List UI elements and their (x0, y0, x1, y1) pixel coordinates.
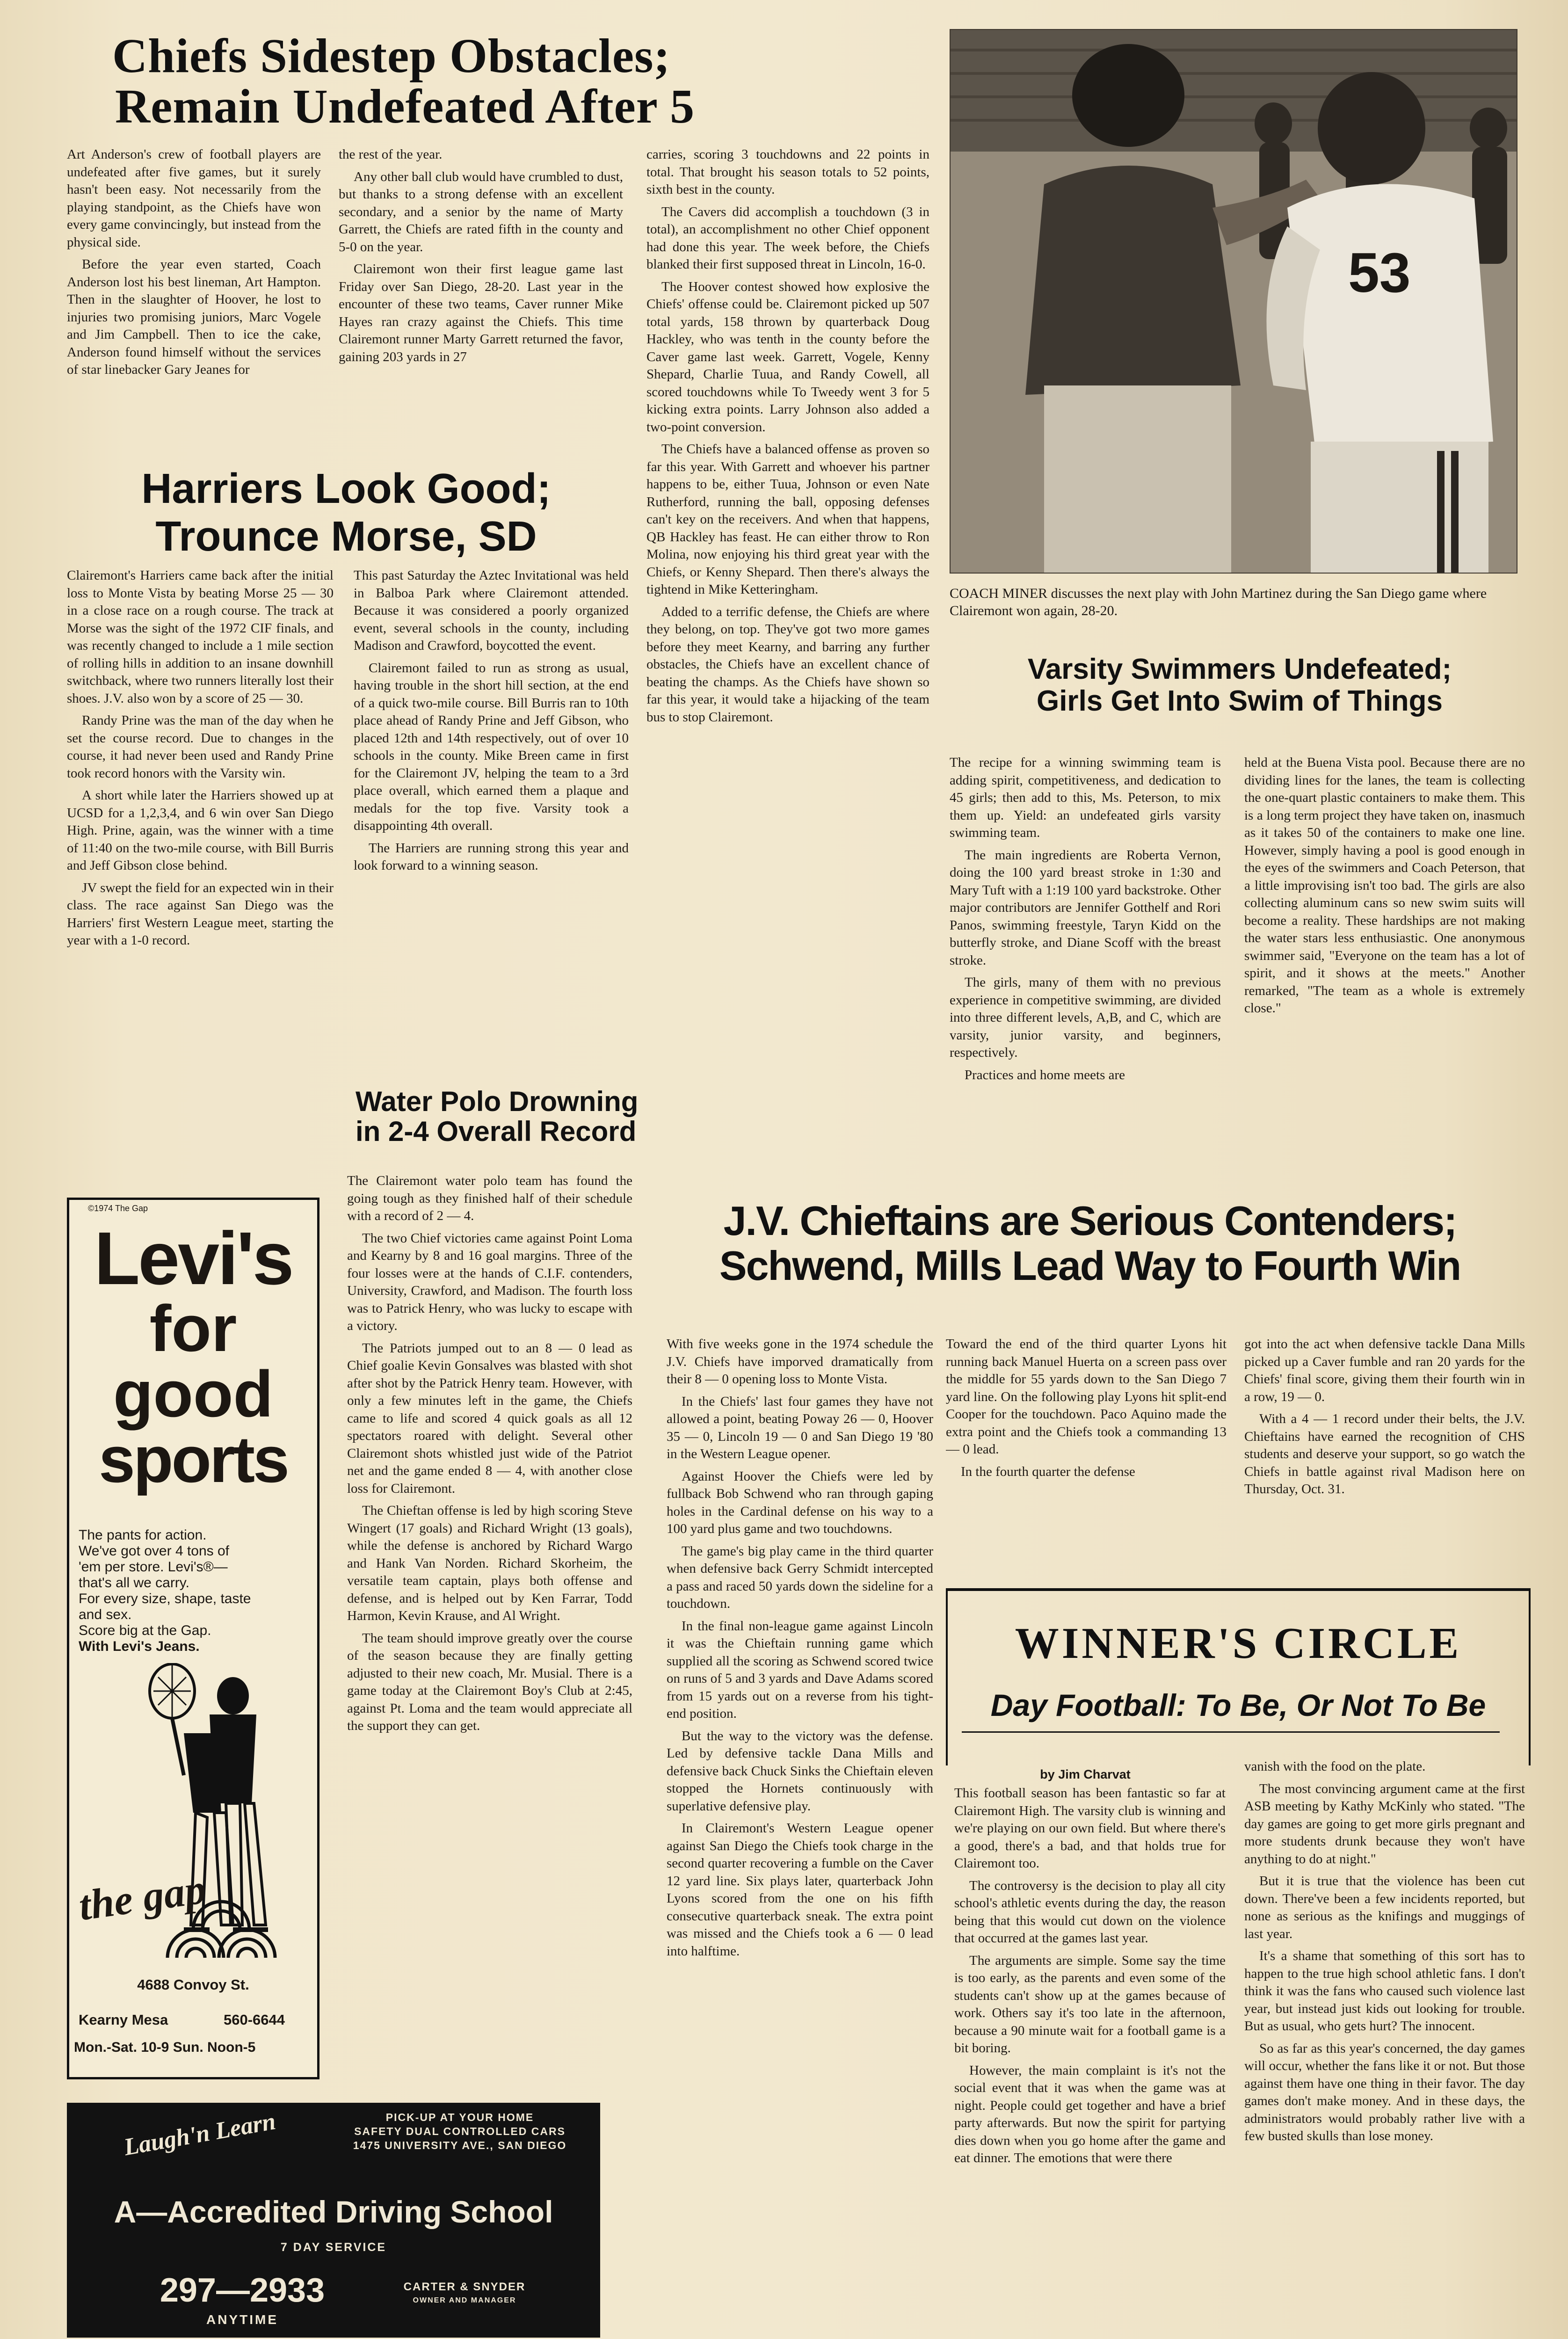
driving-service-days: 7 DAY SERVICE (280, 2241, 387, 2254)
ad-body-line: that's all we carry. (79, 1575, 189, 1591)
ad-body-line: The pants for action. (79, 1527, 207, 1543)
paragraph: But it is true that the violence has been cut down. There've been a few incidents reported, but none as serious as the knifings and muggings of last year. (1244, 1874, 1525, 1941)
paragraph: With a 4 — 1 record under their belts, the J.V. Chieftains have earned the recognition of CHS students and deserve your support, so go watch the Chiefs in battle against rival Madison here on Thursday, Oct. 31. (1244, 1411, 1525, 1496)
ad-body-line: Score big at the Gap. (79, 1623, 211, 1638)
harriers-column-1 (67, 567, 334, 1184)
ad-location: Kearny Mesa (79, 2012, 168, 2028)
driving-anytime: ANYTIME (206, 2312, 278, 2327)
headline-jv (655, 1198, 1525, 1289)
ad-hours: Mon.-Sat. 10-9 Sun. Noon-5 (74, 2040, 256, 2055)
paragraph: got into the act when defensive tackle Dana Mills picked up a Caver fumble and ran 20 yards for the Chiefs' final score, giving them their fourth win in a row, 19 — 0. (1244, 1337, 1525, 1404)
chiefs-column-3 (646, 146, 929, 1179)
ad-line-for: for (149, 1292, 237, 1365)
headline-water-polo-line2: in 2-4 Overall Record (356, 1116, 637, 1147)
ad-body-line: and sex. (79, 1607, 132, 1622)
headline-water-polo-line1: Water Polo Drowning (356, 1086, 639, 1117)
paragraph: In the Chiefs' last four games they have not allowed a point, beating Poway 26 — 0, Hoover 35 — 0, Lincoln 19 — 0 and San Diego 19 '80 in the Western League opener. (667, 1394, 933, 1461)
ad-body-line: We've got over 4 tons of (79, 1543, 230, 1559)
paragraph: The Patriots jumped out to an 8 — 0 lead as Chief goalie Kevin Gonsalves was blasted with shot after shot by the Patrick Henry team. However, with only a few minutes left in the game, the Chiefs came to life and scored 4 quick goals as all 12 spectators roared with delight. Several other Clairemont shots whistled just wide of the Patriot net and the game ended 8 — 4, with another close loss for Clairemont. (347, 1340, 632, 1496)
headline-harriers-line1: Harriers Look Good; (141, 465, 551, 512)
coach-and-player-image (951, 30, 1517, 573)
paragraph: The recipe for a winning swimming team is adding spirit, competitiveness, and dedication to 45 girls; then add to this, Ms. Peterson, to mix them up. Yield: an undefeated girls varsity swimming team. (950, 755, 1221, 840)
driving-owners-sub: OWNER AND MANAGER (413, 2296, 516, 2304)
paragraph: carries, scoring 3 touchdowns and 22 points in total. That brought his season totals to 52 points, sixth best in the county. (646, 147, 929, 197)
paragraph: So as far as this year's concerned, the day games will occur, whether the fans like it or not. But those against them have one thing in their favor. The day games don't make money. And in these days, the administrators would probably rather live with a few busted skulls than lose money. (1244, 2041, 1525, 2143)
driving-owners: CARTER & SNYDER (403, 2281, 526, 2293)
headline-harriers (75, 465, 617, 560)
paragraph: Clairemont's Harriers came back after the initial loss to Monte Vista by beating Morse 25 — 30 in a close race on a rough course. The track at Morse was the sight of the 1972 CIF finals, and was recently changed to include a 1 mile section of rolling hills in addition to an insane downhill switchback, where two runners literally lost their shoes. J.V. also won by a score of 25 — 30. (67, 568, 334, 706)
paragraph: With five weeks gone in the 1974 schedule the J.V. Chiefs have imporved dramatically from their 8 — 0 opening loss to Monte Vista. (667, 1337, 933, 1387)
paragraph: This football season has been fantastic so far at Clairemont High. The varsity club is winning and we're playing on our own field. But where there's a good, there's a bad, and that holds true for Clairemont too. (954, 1786, 1226, 1871)
paragraph: The main ingredients are Roberta Vernon, doing the 100 yard breast stroke in 1:30 and Mary Tuft with a 1:19 100 yard backstroke. Other major contributors are Jennifer Gotthelf and Rori Panos, swimming freestyle, Taryn Kidd on the butterfly stroke, and Diane Scoff with the breast stroke. (950, 847, 1221, 968)
paragraph: The Chieftan offense is led by high scoring Steve Wingert (17 goals) and Richard Wright (13 goals), while the defense is anchored by Richard Wargo and Hank Van Norden. Richard Skorheim, the versatile team captain, plays both offense and defense, and is helped out by Ken Farrar, Todd Harmon, Kevin Krause, and Al Wright. (347, 1503, 632, 1623)
paragraph: The Cavers did accomplish a touchdown (3 in total), an accomplishment no other Chief opponent had done this year. The week before, the Chiefs blanked their first supposed threat in Lincoln, 16-0. (646, 204, 929, 272)
paragraph: The Chiefs have a balanced offense as proven so far this year. With Garrett and whoever his partner happens to be, either Tuua, Johnson or even Nate Rutherford, running the ball, opposing defenses can't key on the receivers. And when that happens, QB Hackley has feast. He can either throw to Ron Molina, now enjoying his third great year with the Chiefs, or Kenny Shepard. Then there's always the tightend in Mike Ketteringham. (646, 442, 929, 597)
jv-column-3 (1244, 1336, 1525, 1569)
paragraph: In Clairemont's Western League opener against San Diego the Chiefs took charge in the second quarter recovering a fumble on the Caver 12 yard line. Six plays later, quarterback John Lyons scored from the one on his fifth consecutive quarterback sneak. The extra point was missed and the Chiefs took a 6 — 0 lead into halftime. (667, 1821, 933, 1959)
paragraph: The arguments are simple. Some say the time is too early, as the parents and even some of the students can't show up at the games because of work. Others say it's too late in the afternoon, because a 90 minute wait for a football game is a bit boring. (954, 1953, 1226, 2056)
winners-circle-underline (962, 1731, 1500, 1733)
paragraph: The Clairemont water polo team has found the going tough as they finished half of their schedule with a record of 2 — 4. (347, 1173, 632, 1223)
winners-circle-banner: WINNER'S CIRCLE (1015, 1619, 1462, 1668)
paragraph: Practices and home meets are (965, 1067, 1125, 1082)
ad-line-sports: sports (99, 1423, 288, 1496)
driving-school-logo: Laugh'n Learn (122, 2108, 278, 2161)
headline-jv-line2: Schwend, Mills Lead Way to Fourth Win (719, 1242, 1461, 1289)
winners-circle-headline: Day Football: To Be, Or Not To Be (990, 1688, 1486, 1722)
football-photo (950, 29, 1517, 574)
paragraph: JV swept the field for an expected win in their class. The race against San Diego was the Harriers' first Western League meet, starting the year with a 1-0 record. (67, 880, 334, 948)
ad-copyright: ©1974 The Gap (88, 1204, 148, 1213)
paragraph: Before the year even started, Coach Anderson lost his best lineman, Art Hampton. Then in the slaughter of Hoover, he lost to injuries two promising juniors, Marc Vogele and Jim Campbell. Then to ice the cake, Anderson found himself without the services of star linebacker Gary Jeanes for (67, 257, 321, 377)
the-gap-logo (76, 1866, 256, 1962)
ad-address: 4688 Convoy St. (137, 1976, 249, 1993)
paragraph: Added to a terrific defense, the Chiefs are where they belong, on top. They've got two more games before they meet Kearny, and barring any further obstacles, the Chiefs have an excellent chance of beating the champs. As the Chiefs have shown so far this year, it would take a hijacking of the team bus to stop Clairemont. (646, 604, 929, 725)
ad-body-bold: With Levi's Jeans. (79, 1639, 200, 1654)
winners-circle-column-1 (954, 1785, 1226, 2339)
paragraph: However, the main complaint is it's not the social event that it was when the game was at night. People could get together and have a brief party afterwards. But now the spirit for partying dies down when you go home after the game and eat dinner. The emotions that were there (954, 2063, 1226, 2165)
paragraph: Clairemont failed to run as strong as usual, having trouble in the short hill section, at the end of a quick two-mile course. Bill Burris ran to 10th place ahead of Randy Prine and Jeff Gibson, who placed 12th and 14th respectively, out of over 10 schools in the county. Mike Breen came in first for the Clairemont JV, helping the team to a 3rd place overall, which earned them a plaque and medals for the top five. Varsity took a disappointing 4th overall. (354, 660, 629, 833)
driving-school-ad (67, 2103, 600, 2338)
paragraph: held at the Buena Vista pool. Because there are no dividing lines for the lanes, the team is collecting the one-quart plastic containers to make them. This is a long term project they have taken on, inasmuch as it takes 50 of the containers to make one line. However, simply having a pool is good enough in the eyes of the swimmers and Coach Peterson, that a little improvising isn't too bad. The girls are also collecting aluminum cans so new swim suits will become a reality. These hardships are not making the water stars less enthusiastic. One anonymous swimmer said, "Everyone on the team has a lot of spirit, and it shows at the meets." Another remarked, "The team as a whole is extremely close." (1244, 755, 1525, 1016)
paragraph: Randy Prine was the man of the day when he set the course record. Due to changes in the course, it had never been used and Randy Prine took record honors with the Varsity win. (67, 713, 334, 781)
paragraph: Any other ball club would have crumbled to dust, but thanks to a strong defense with an excellent secondary, and a senior by the name of Marty Garrett, the Chiefs are rated fifth in the county and 5-0 on the year. (339, 169, 623, 254)
paragraph: It's a shame that something of this sort has to happen to the true high school athletic fans. I don't think it was the fans who caused such violence last year, but instead just kids out looking for trouble. But as usual, who gets hurt? The innocent. (1244, 1948, 1525, 2034)
service-line: PICK-UP AT YOUR HOME (385, 2111, 534, 2123)
paragraph: The two Chief victories came against Point Loma and Kearny by 8 and 16 goal margins. Three of the four losses were at the hands of C.I.F. contenders, University, Crawford, and Madison. The fourth loss was to Patrick Henry, who was lucky to escape with a victory. (347, 1230, 632, 1333)
paragraph: But the way to the victory was the defense. Led by defensive tackle Dana Mills and defensive back Chuck Sinks the Chieftain eleven stopped the Hornets continuously with superlative defensive play. (667, 1728, 933, 1814)
headline-chiefs-line2: Remain Undefeated After 5 (115, 80, 695, 133)
chiefs-column-1 (67, 146, 321, 466)
paragraph: Toward the end of the third quarter Lyons hit running back Manuel Huerta on a screen pass over the middle for 55 yards down to the San Diego 7 yard line. On the following play Lyons hit split-end Cooper for the touchdown. Paco Aquino made the extra point and the Chiefs took a commanding 13 — 0 lead. (946, 1337, 1227, 1457)
paragraph: The girls, many of them with no previous experience in competitive swimming, are divided into three different levels, A,B, and C, which are varsity, junior varsity, and beginners, respectively. (950, 975, 1221, 1060)
winners-circle-box (946, 1588, 1531, 1765)
paragraph: vanish with the food on the plate. (1244, 1759, 1426, 1774)
ad-phone: 560-6644 (224, 2012, 285, 2028)
paragraph: In the fourth quarter the defense (961, 1464, 1135, 1479)
paragraph: Art Anderson's crew of football players are undefeated after five games, but it surely hasn't been easy. Not necessarily from the playing standpoint, as the Chiefs have won every game convincingly, but instead from the physical side. (67, 147, 321, 250)
paragraph: The Harriers are running strong this year and look forward to a winning season. (354, 840, 629, 873)
paragraph: This past Saturday the Aztec Invitational was held in Balboa Park where Clairemont attended. Because it was considered a poorly organized event, several schools in the county, including Madison and Crawford, boycotted the event. (354, 568, 629, 653)
headline-swimmers (959, 655, 1520, 716)
winners-circle-column-2 (1244, 1758, 1525, 2339)
ad-body (79, 1527, 312, 1655)
service-line: 1475 UNIVERSITY AVE., SAN DIEGO (353, 2139, 567, 2151)
gap-logo-text: the gap (76, 1866, 209, 1930)
harriers-column-2 (354, 567, 629, 1086)
paragraph: The Hoover contest showed how explosive the Chiefs' offense could be. Clairemont picked up 507 total yards, 158 thrown by quarterback Doug Hackley, who was tenth in the county before the Caver game last week. Garrett, Vogele, Kenny Shepard, Charlie Tuua, and Randy Cowell, all scored touchdowns while To Tweedy went 3 for 5 kicking extra points. Larry Johnson also added a two-point conversion. (646, 279, 929, 435)
swimmers-column-1 (950, 754, 1221, 1189)
ad-body-line: For every size, shape, taste (79, 1591, 251, 1606)
levis-ad (67, 1198, 319, 2079)
service-line: SAFETY DUAL CONTROLLED CARS (354, 2125, 566, 2137)
gap-arcs-graphic (163, 1888, 280, 1962)
paragraph: Against Hoover the Chiefs were led by fullback Bob Schwend who ran through gaping holes in the Cardinal defense on his way to a 100 yard plus game and two touchdowns. (667, 1468, 933, 1536)
jv-column-2 (946, 1336, 1227, 1569)
paragraph: The controversy is the decision to play all city school's athletic events during the day, the reason being that this would cut down on the violence that occurred at the games last year. (954, 1878, 1226, 1946)
ad-line-good: good (113, 1357, 274, 1431)
jv-column-1 (667, 1336, 933, 2339)
headline-chiefs (107, 29, 911, 133)
paragraph: the rest of the year. (339, 147, 443, 162)
headline-swimmers-line1: Varsity Swimmers Undefeated; (1027, 653, 1452, 685)
paragraph: The game's big play came in the third quarter when defensive back Gerry Schmidt intercepted a pass and raced 50 yards down the sideline for a touchdown. (667, 1543, 933, 1611)
headline-water-polo (356, 1086, 639, 1147)
jersey-number: 53 (1348, 241, 1411, 304)
paragraph: A short while later the Harriers showed up at UCSD for a 1,2,3,4, and 6 win over San Diego High. Prine, again, was the winner with a time of 11:40 on the two-mile course, with Bill Burris and Jeff Gibson close behind. (67, 788, 334, 873)
driving-services (329, 2110, 591, 2152)
driving-phone: 297—2933 (160, 2272, 325, 2309)
swimmers-column-2 (1244, 754, 1525, 1189)
headline-chiefs-line1: Chiefs Sidestep Obstacles; (112, 29, 671, 83)
chiefs-column-2 (339, 146, 623, 469)
paragraph: The most convincing argument came at the first ASB meeting by Kathy McKinly who stated. "The day games are going to get more girls pregnant and more students drunk because they won't have anything to do at night." (1244, 1781, 1525, 1867)
byline: by Jim Charvat (1040, 1767, 1131, 1781)
paragraph: Clairemont won their first league game last Friday over San Diego, 28-20. Last year in the encounter of these two teams, Caver runner Mike Hayes ran crazy against the Chiefs. This time Clairemont runner Marty Garrett returned the favor, gaining 203 yards in 27 (339, 262, 623, 364)
driving-school-name: A—Accredited Driving School (114, 2194, 553, 2229)
ad-body-line: 'em per store. Levi's®— (79, 1559, 228, 1575)
ad-brand: Levi's (94, 1216, 292, 1300)
headline-swimmers-line2: Girls Get Into Swim of Things (1036, 685, 1443, 717)
paragraph: The team should improve greatly over the course of the season because they are finally getting adjusted to their new coach, Mr. Musial. There is a game today at the Clairemont Boy's Club at 2:45, against Pt. Loma and the team would appreciate all the support they can get. (347, 1630, 632, 1733)
water-polo-column (347, 1172, 632, 2108)
paragraph: In the final non-league game against Lincoln it was the Chieftain running game which supplied all the scoring as Schwend scored twice on runs of 5 and 3 yards and Dave Adams scored from 15 yards out on a reverse from his tight-end position. (667, 1618, 933, 1721)
photo-caption: COACH MINER discusses the next play with John Martinez during the San Diego game where Clairemont won again, 28-20. (950, 586, 1487, 618)
headline-harriers-line2: Trounce Morse, SD (155, 513, 537, 560)
headline-jv-line1: J.V. Chieftains are Serious Contenders; (723, 1198, 1457, 1244)
